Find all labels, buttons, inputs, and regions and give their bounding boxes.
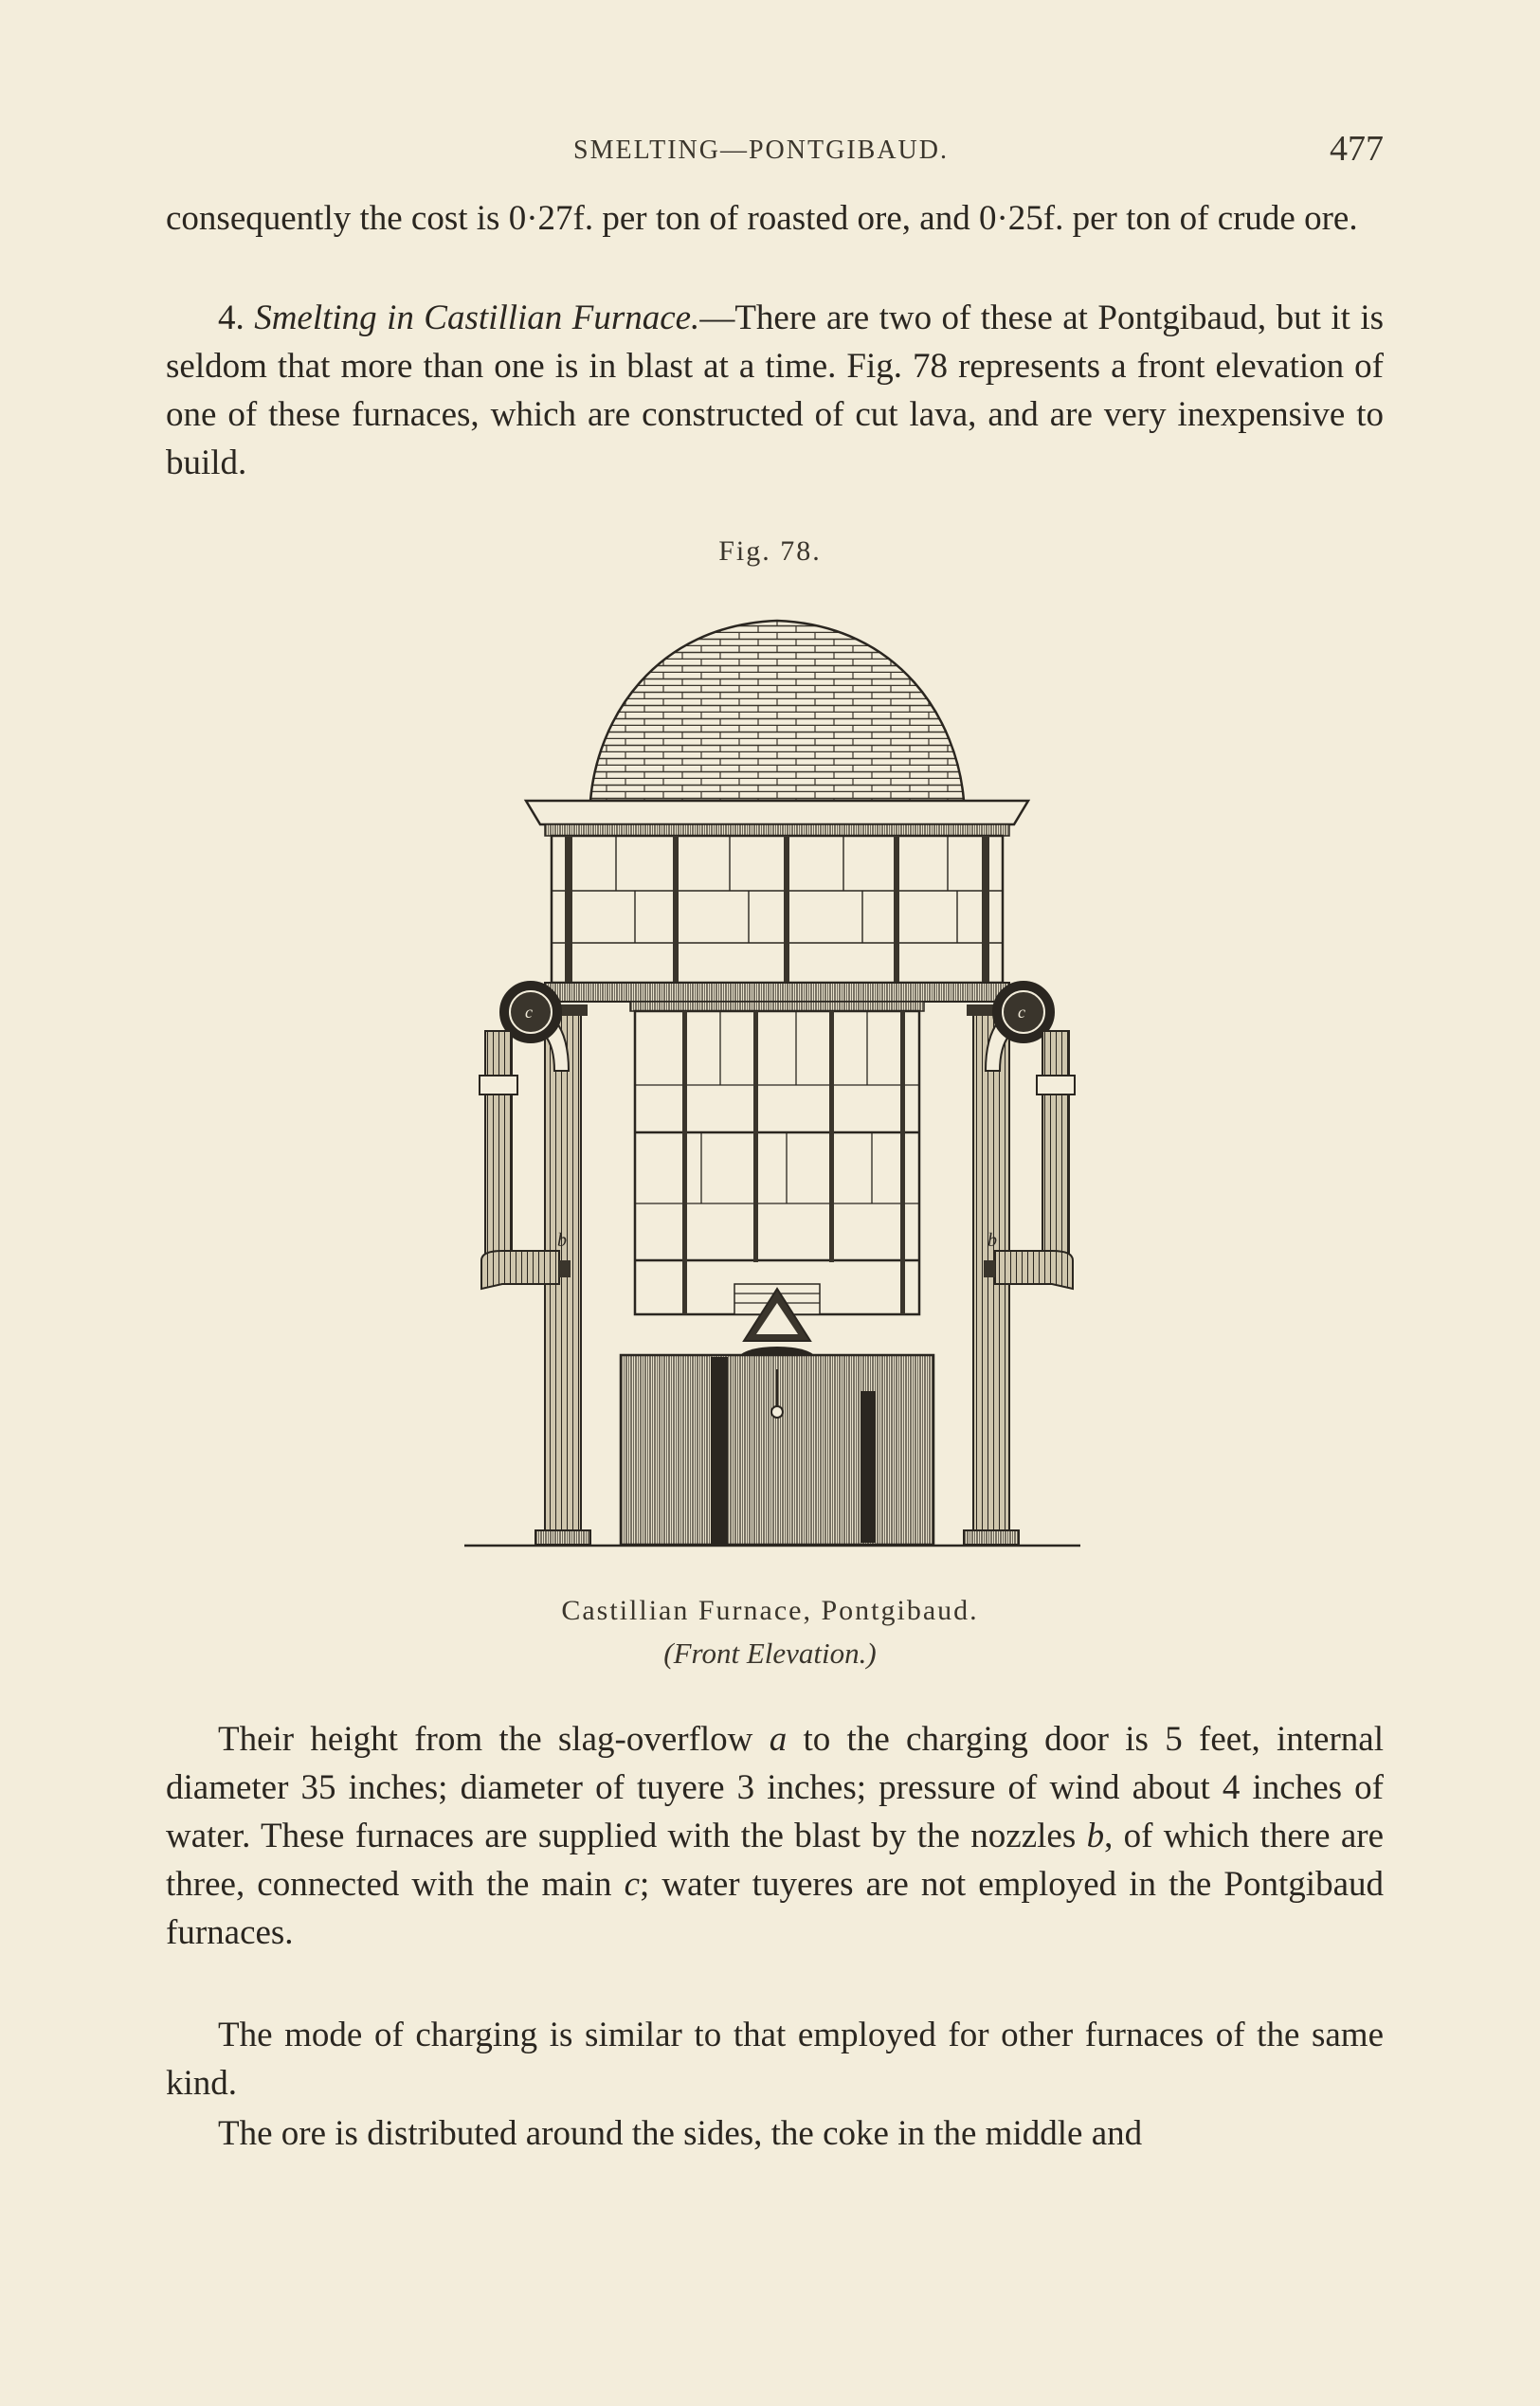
furnace-front-elevation-drawing bbox=[464, 606, 1090, 1564]
page-header bbox=[166, 128, 1384, 175]
section-heading: Smelting in Castillian Furnace. bbox=[254, 298, 700, 337]
running-head: SMELTING—PONTGIBAUD. bbox=[573, 136, 949, 165]
paragraph-cost: consequently the cost is 0·27f. per ton of roasted ore, and 0·25f. per ton of crude ore. bbox=[166, 199, 1358, 238]
section-text: —There are two of these at Pontgibaud, but it is seldom that more than one is in blast at a time. Fig. 78 represents a front elevation of one of these furnaces, which are constructed of cut lava, and are very inexpensive to build. bbox=[166, 298, 1384, 482]
figure-subcaption-text: (Front Elevation.) bbox=[663, 1637, 877, 1670]
paragraph-dimensions-text-1: Their height from the slag-overflow bbox=[218, 1720, 770, 1759]
page-number: 477 bbox=[1330, 129, 1384, 169]
inline-letter-c: c bbox=[624, 1865, 641, 1904]
label-b-left: b bbox=[557, 1230, 567, 1251]
paragraph-dimensions bbox=[166, 1715, 1384, 1957]
paragraph-ore-distribution: The ore is distributed around the sides, the coke in the middle and bbox=[218, 2114, 1143, 2153]
label-c-right: c bbox=[1018, 1003, 1025, 1022]
inline-letter-b: b bbox=[1086, 1817, 1105, 1855]
figure-subcaption bbox=[0, 1637, 1540, 1671]
furnace-illustration bbox=[464, 606, 1090, 1564]
section-number: 4. bbox=[218, 298, 245, 337]
paragraph-dimensions-text-2: to the charging door is 5 feet, internal diameter 35 inches; diameter of tuyere 3 inches; pressure of wind about 4 inches of water. These furnaces are supplied with the blast by the nozzles bbox=[166, 1720, 1384, 1855]
paragraph-dimensions-text-3: , of which there are three, connected with the main bbox=[166, 1817, 1384, 1904]
inline-letter-a: a bbox=[769, 1720, 788, 1759]
figure-label: Fig. 78. bbox=[718, 535, 822, 567]
paragraph-charging: The mode of charging is similar to that employed for other furnaces of the same kind. bbox=[166, 2016, 1384, 2103]
paragraph-dimensions-text-4: ; water tuyeres are not employed in the Pontgibaud furnaces. bbox=[166, 1865, 1384, 1952]
label-b-right: b bbox=[987, 1230, 997, 1251]
paragraph-castillian-intro bbox=[166, 294, 1384, 487]
label-c-left: c bbox=[525, 1003, 533, 1022]
figure-caption: Castillian Furnace, Pontgibaud. bbox=[561, 1595, 979, 1626]
